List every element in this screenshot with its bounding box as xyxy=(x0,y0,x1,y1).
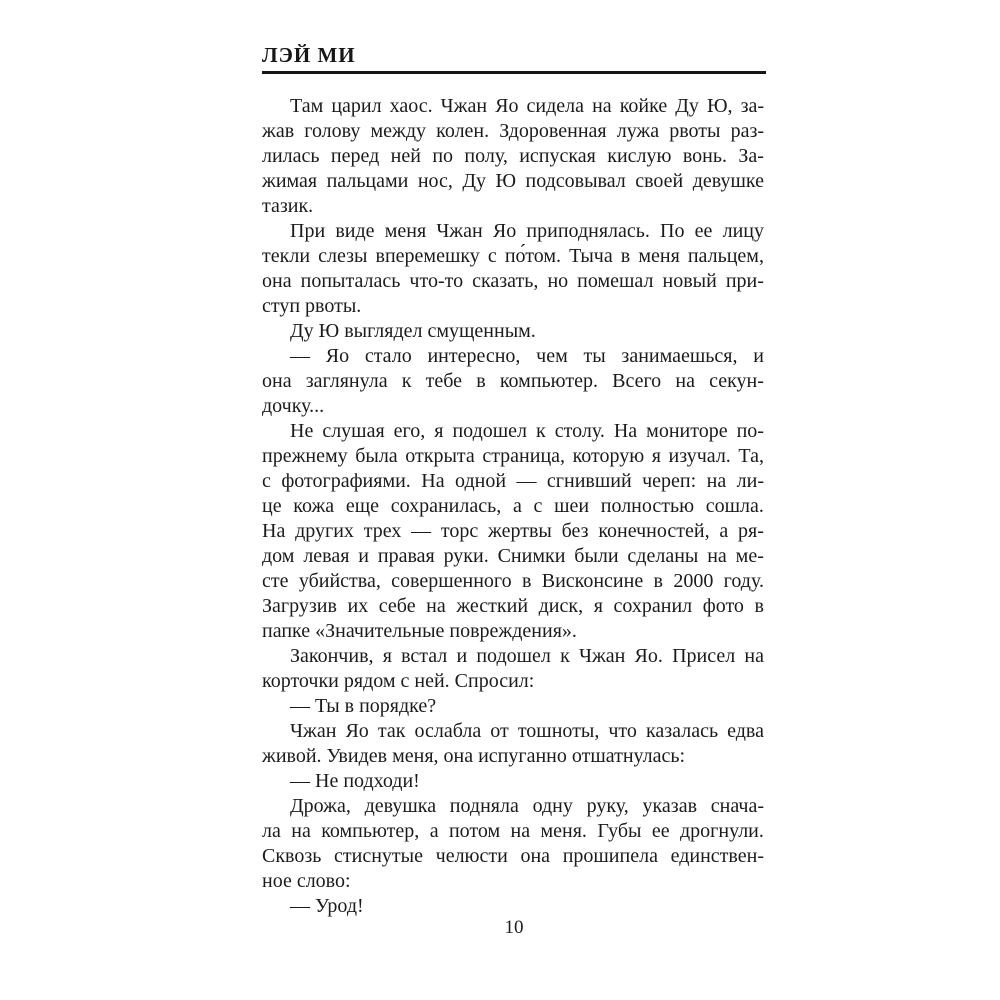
header-rule xyxy=(262,71,766,74)
text-line: це кожа еще сохранилась, а с шеи полностью сошла. xyxy=(262,495,764,517)
text-line: Чжан Яо так ослабла от тошноты, что казалась едва xyxy=(290,720,764,742)
text-line: Ду Ю выглядел смущенным. xyxy=(290,320,536,342)
author-header: ЛЭЙ МИ xyxy=(262,43,356,67)
paragraph xyxy=(262,94,764,219)
running-header xyxy=(262,42,766,68)
text-line: ла на компьютер, а потом на меня. Губы ее дрогнули. xyxy=(262,820,764,842)
text-line: живой. Увидев меня, она испуганно отшатнулась: xyxy=(262,745,686,767)
text-line: Там царил хаос. Чжан Яо сидела на койке Ду Ю, за- xyxy=(290,95,764,117)
paragraph xyxy=(262,219,764,319)
text-line: При виде меня Чжан Яо приподнялась. По ее лицу xyxy=(290,220,764,242)
text-line: дом левая и правая руки. Снимки были сделаны на ме- xyxy=(262,545,764,567)
paragraph xyxy=(262,719,764,769)
paragraph xyxy=(262,644,764,694)
text-line: папке «Значительные повреждения». xyxy=(262,620,577,642)
text-line: На других трех — торс жертвы без конечностей, а ря- xyxy=(262,520,764,542)
paragraph xyxy=(262,794,764,894)
text-line: она попыталась что-то сказать, но помешал новый при- xyxy=(262,270,764,292)
paragraph xyxy=(262,344,764,419)
text-line: — Яо стало интересно, чем ты занимаешься, и xyxy=(290,345,764,367)
text-line: — Не подходи! xyxy=(290,770,420,792)
text-line: ступ рвоты. xyxy=(262,295,362,317)
text-line: дочку... xyxy=(262,395,325,417)
paragraph xyxy=(262,319,764,344)
text-line: — Ты в порядке? xyxy=(290,695,437,717)
paragraph xyxy=(262,419,764,644)
page-body xyxy=(262,94,764,919)
text-line: текли слезы вперемешку с по́том. Тыча в меня пальцем, xyxy=(262,245,764,267)
text-line: — Урод! xyxy=(290,895,364,917)
text-line: жав голову между колен. Здоровенная лужа рвоты раз- xyxy=(262,120,764,142)
text-line: корточки рядом с ней. Спросил: xyxy=(262,670,535,692)
text-line: жимая пальцами нос, Ду Ю подсовывал своей девушке xyxy=(262,170,764,192)
text-line: Сквозь стиснутые челюсти она прошипела единствен- xyxy=(262,845,764,867)
text-line: Дрожа, девушка подняла одну руку, указав снача- xyxy=(290,795,764,817)
text-line: тазик. xyxy=(262,195,314,217)
text-line: Закончив, я встал и подошел к Чжан Яо. Присел на xyxy=(290,645,764,667)
text-line: сте убийства, совершенного в Висконсине в 2000 году. xyxy=(262,570,764,592)
text-line: с фотографиями. На одной — сгнивший череп: на ли- xyxy=(262,470,764,492)
paragraph xyxy=(262,769,764,794)
paragraph xyxy=(262,694,764,719)
text-line: прежнему была открыта страница, которую я изучал. Та, xyxy=(262,445,764,467)
text-line: лилась перед ней по полу, испуская кислую вонь. За- xyxy=(262,145,764,167)
text-line: она заглянула к тебе в компьютер. Всего на секун- xyxy=(262,370,764,392)
page-number: 10 xyxy=(504,917,524,938)
text-line: Загрузив их себе на жесткий диск, я сохранил фото в xyxy=(262,595,764,617)
text-line: ное слово: xyxy=(262,870,351,892)
text-line: Не слушая его, я подошел к столу. На мониторе по- xyxy=(290,420,764,442)
